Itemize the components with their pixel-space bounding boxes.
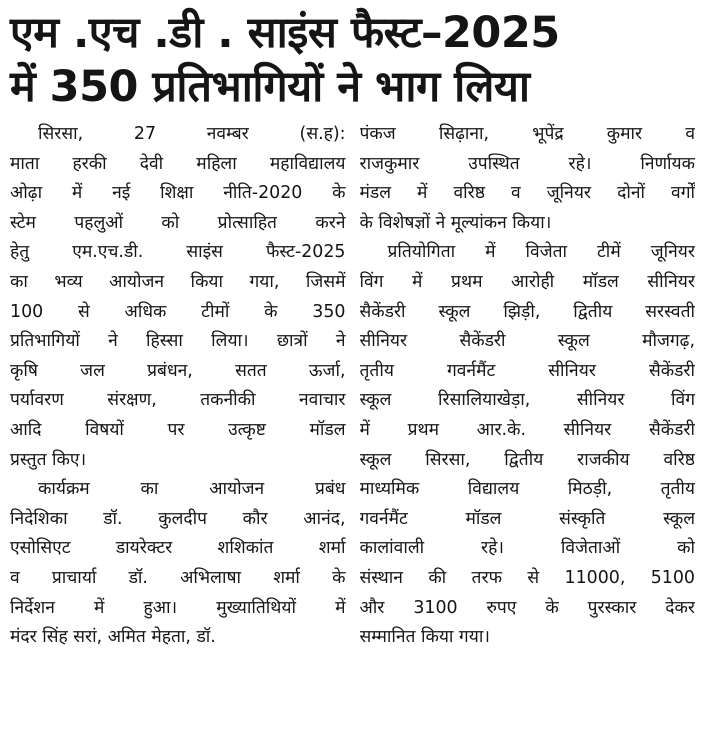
text-line: और 3100 रुपए के पुरस्कार देकर [359,597,695,618]
text-line: पंकज सिढ़ाना, भूपेंद्र कुमार व [359,124,695,144]
text-line: मंडल में वरिष्ठ व जूनियर दोनों वर्गों [359,183,695,204]
text-line: संस्थान की तरफ से 11000, 5100 [359,567,695,588]
text-line: गवर्नमैंट मॉडल संस्कृति स्कूल [359,508,695,529]
headline-line-1: एम .एच .डी . साइंस फैस्ट–2025 [10,8,560,58]
paragraph [360,120,696,238]
text-line: माध्यमिक विद्यालय मिठड़ी, तृतीय [359,479,695,500]
text-line: प्रतियोगिता में विजेता टीमें जूनियर [387,242,695,263]
text-line: माता हरकी देवी महिला महाविद्यालय [10,153,346,174]
text-line: पर्यावरण संरक्षण, तकनीकी नवाचार [10,390,346,411]
article-column-right [360,120,696,653]
text-line: कार्यक्रम का आयोजन प्रबंध [38,479,346,500]
text-line: मंदर सिंह सरां, अमित मेहता, डॉ. [10,627,216,648]
text-line: सैकेंडरी स्कूल झिड़ी, द्वितीय सरस्वती [359,301,695,322]
paragraph [360,238,696,652]
article-body [10,120,695,653]
text-line: एसोसिएट डायरेक्टर शशिकांत शर्मा [10,538,346,559]
text-line: का भव्य आयोजन किया गया, जिसमें [10,271,346,292]
text-line: सिरसा, 27 नवम्बर (स.ह): [38,124,346,144]
text-line: हेतु एम.एच.डी. साइंस फैस्ट-2025 [10,242,346,263]
text-line: ओढ़ा में नई शिक्षा नीति-2020 के [10,183,346,204]
text-line: के विशेषज्ञों ने मूल्यांकन किया। [359,212,552,233]
text-line: प्रस्तुत किए। [10,449,87,470]
text-line: तृतीय गवर्नमैंट सीनियर सैकेंडरी [359,360,695,381]
text-line: स्टेम पहलुओं को प्रोत्साहित करने [10,212,346,233]
text-line: कृषि जल प्रबंधन, सतत ऊर्जा, [10,360,346,381]
article-column-left [10,120,346,653]
text-line: आदि विषयों पर उत्कृष्ट मॉडल [10,419,346,440]
text-line: व प्राचार्या डॉ. अभिलाषा शर्मा के [10,567,346,588]
text-line: प्रतिभागियों ने हिस्सा लिया। छात्रों ने [10,331,346,352]
text-line: निदेशिका डॉ. कुलदीप कौर आनंद, [10,508,346,529]
text-line: स्कूल रिसालियाखेड़ा, सीनियर विंग [359,390,695,411]
text-line: निर्देशन में हुआ। मुख्यातिथियों में [10,597,346,618]
text-line: स्कूल सिरसा, द्वितीय राजकीय वरिष्ठ [359,449,695,470]
headline-line-2: में 350 प्रतिभागियों ने भाग लिया [10,62,530,112]
text-line: 100 से अधिक टीमों के 350 [10,301,346,322]
text-line: राजकुमार उपस्थित रहे। निर्णायक [359,153,695,174]
text-line: सम्मानित किया गया। [359,627,490,648]
paragraph [10,475,346,653]
paragraph [10,120,346,475]
text-line: सीनियर सैकेंडरी स्कूल मौजगढ़, [359,331,695,352]
text-line: विंग में प्रथम आरोही मॉडल सीनियर [359,271,695,292]
text-line: में प्रथम आर.के. सीनियर सैकेंडरी [359,419,695,440]
text-line: कालांवाली रहे। विजेताओं को [359,538,695,559]
headline [10,6,695,120]
